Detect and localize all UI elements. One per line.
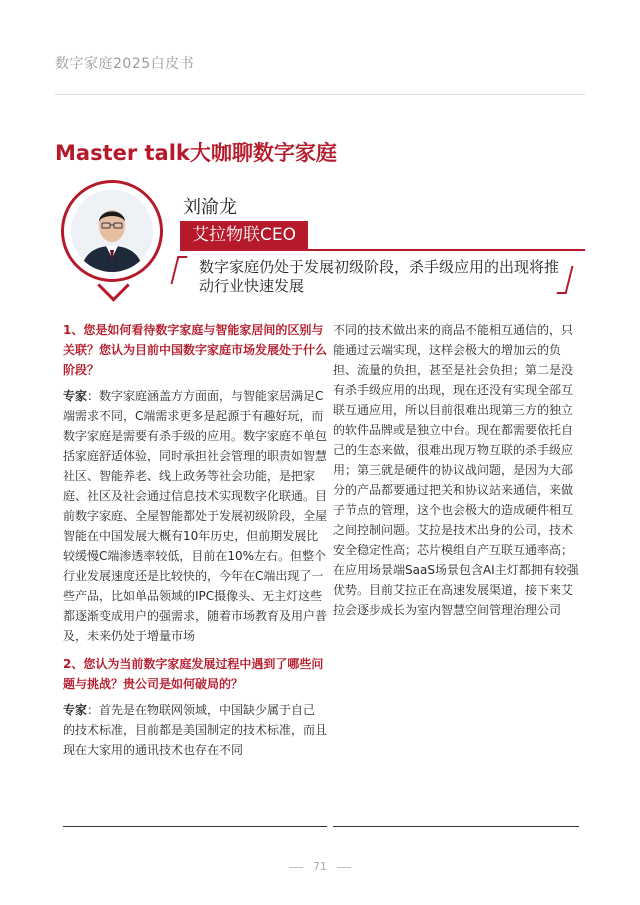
answer-1-text: ：数字家庭涵盖方方面面，与智能家居满足C端需求不同，C端需求更多是起源于有趣好玩，而数字家庭是需要有杀手级的应用。数字家庭不单包括家庭舒适体验，同时承担社会管理的职责如智慧社区、智能养老、线上政务等社会功能，是把家庭、社区及社会通过信息技术实现数字化联通。目前数字家庭、全屋智能都处于发展初级阶段，全屋智能在中国发展大概有10年历史，但前期发展比较缓慢C端渗透率较低，目前在10%左右。但整个行业发展速度还是比较快的，今年在C端出现了一些产品，比如单品领域的IPC摄像头、无主灯这些都逐渐变成用户的强需求，随着市场教育及用户普及，未来仍处于增量市场 [63, 389, 328, 643]
left-column [63, 320, 327, 768]
answer-2-text: ：首先是在物联网领域，中国缺少属于自己的技术标准，目前都是美国制定的技术标准，而且现在大家用的通讯技术也存在不同 [63, 703, 328, 757]
header-title: 数字家庭2025白皮书 [55, 56, 195, 72]
answer-2-continued: 不同的技术做出来的商品不能相互通信的，只能通过云端实现，这样会极大的增加云的负担、流量的负担，甚至是社会负担；第二是没有杀手级应用的出现，现在还没有实现全部互联互通应用，所以目前很难出现第三方的独立的软件品牌或是独立中台。现在都需要依托自己的生态来做，很难出现万物互联的杀手级应用；第三就是硬件的协议战问题，是因为大部分的产品都要通过把关和协议站来通信，来做子节点的管理，这个也会极大的造成硬件相互之间控制问题。艾拉是技术出身的公司，技术安全稳定性高；芯片模组自产互联互通率高；在应用场景端SaaS场景包含AI主灯都拥有较强优势。目前艾拉正在高速发展渠道，接下来艾拉会逐步成长为室内智慧空间管理治理公司 [333, 323, 579, 617]
profile-divider [180, 249, 585, 251]
question-1: 1、您是如何看待数字家庭与智能家居间的区别与关联？您认为目前中国数字家庭市场发展处于什么阶段？ [63, 323, 328, 377]
right-column [333, 320, 579, 620]
expert-label: 专家 [63, 389, 88, 403]
person-portrait-icon [71, 190, 153, 272]
header-divider [55, 94, 585, 95]
question-2: 2、您认为当前数字家庭发展过程中遇到了哪些问题与挑战？贵公司是如何破局的？ [63, 657, 324, 691]
answer-1 [63, 386, 327, 646]
section-title: Master talk大咖聊数字家庭 [55, 141, 337, 165]
pull-quote: 数字家庭仍处于发展初级阶段，杀手级应用的出现将推动行业快速发展 [199, 258, 560, 295]
avatar [61, 180, 163, 282]
page-number: 71 [313, 860, 327, 873]
open-quote-icon [171, 256, 188, 284]
footer-dash-right [337, 867, 351, 868]
left-column-rule [63, 826, 327, 827]
page-footer [0, 860, 640, 873]
expert-label: 专家 [63, 703, 88, 717]
answer-2 [63, 700, 327, 760]
right-column-rule [333, 826, 579, 827]
profile-name: 刘渝龙 [183, 197, 237, 218]
footer-dash-left [289, 867, 303, 868]
portrait-photo [71, 190, 153, 272]
profile-role-badge: 艾拉物联CEO [180, 221, 308, 250]
